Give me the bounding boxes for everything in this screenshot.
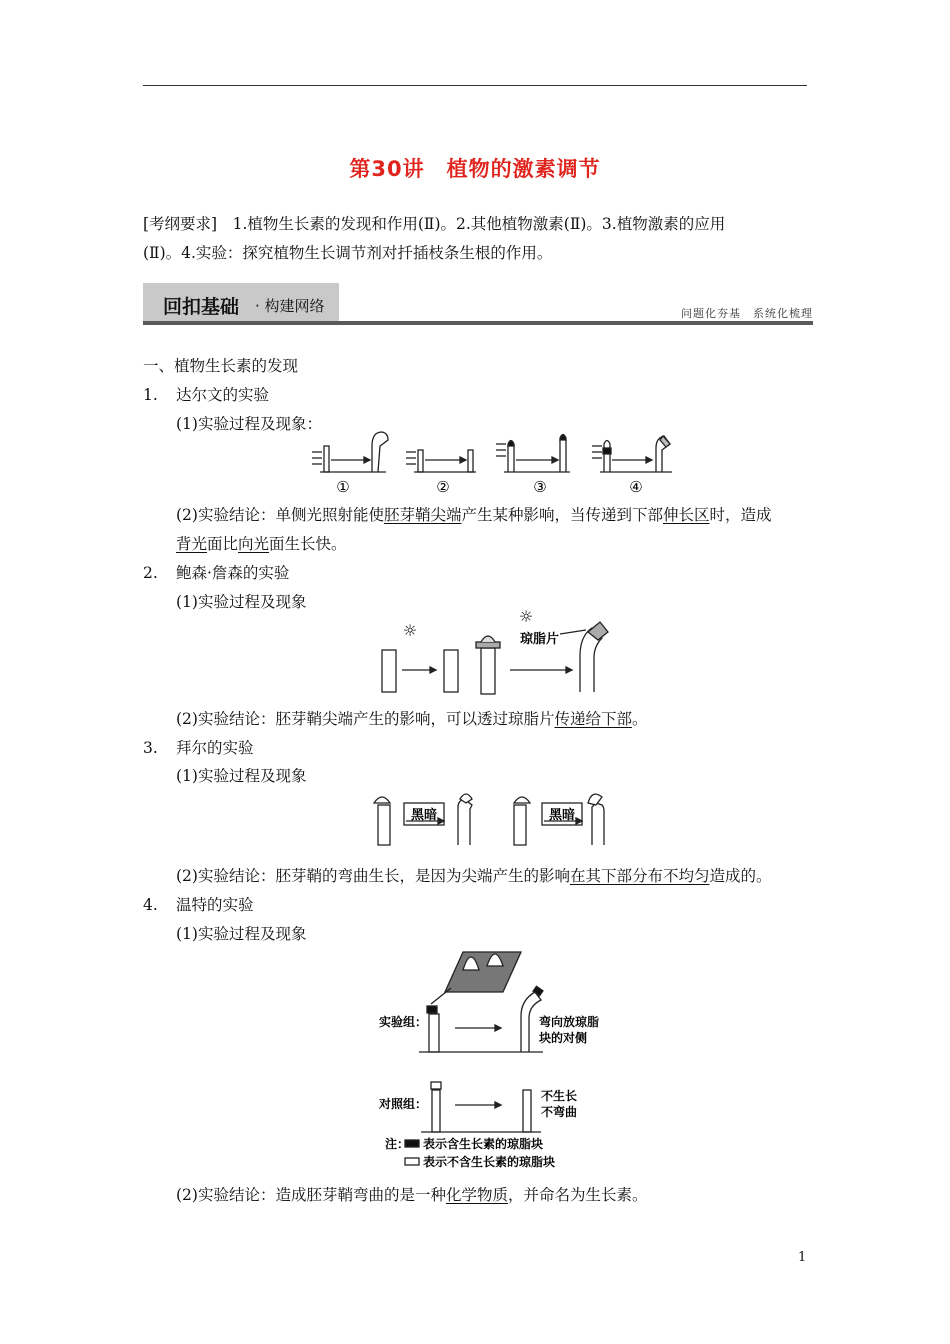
answer-underline: 胚芽鞘尖端	[383, 506, 462, 524]
item-number: 3.	[143, 739, 158, 757]
figure-label-1: ①	[336, 478, 350, 496]
control-result: 不弯曲	[541, 1105, 578, 1119]
sun-icon: ☼	[518, 608, 534, 626]
agar-label: 琼脂片	[520, 632, 560, 647]
process-label: (1)实验过程及现象：	[176, 415, 322, 433]
experimental-result: 块的对侧	[539, 1031, 588, 1045]
syllabus-line-1: [考纲要求] 1.植物生长素的发现和作用(Ⅱ)。2.其他植物激素(Ⅱ)。3.植物激素的应用	[143, 215, 726, 233]
answer-underline: 化学物质	[445, 1186, 508, 1204]
legend-prefix: 注：	[385, 1137, 410, 1151]
item-heading: 达尔文的实验	[176, 386, 270, 404]
darkness-label: 黑暗	[548, 808, 576, 823]
process-label: (1)实验过程及现象	[176, 767, 307, 785]
item-heading: 鲍森·詹森的实验	[176, 564, 290, 582]
section-heading: 一、植物生长素的发现	[143, 357, 299, 375]
answer-underline: 伸长区	[663, 506, 710, 524]
conclusion-text: (2)实验结论：单侧光照射能使胚芽鞘尖端产生某种影响，当传递到下部伸长区时，造成	[176, 506, 772, 524]
answer-underline: 在其下部分布不均匀	[569, 867, 710, 885]
page-number: 1	[798, 1250, 807, 1265]
answer-underline: 传递给下部	[554, 710, 632, 728]
syllabus-line-2: (Ⅱ)。4.实验：探究植物生长调节剂对扦插枝条生根的作用。	[143, 244, 553, 262]
item-number: 4.	[143, 896, 158, 914]
section-banner	[143, 283, 813, 326]
banner-rule	[143, 321, 813, 325]
conclusion-text: (2)实验结论：胚芽鞘尖端产生的影响，可以透过琼脂片传递给下部。	[176, 710, 648, 728]
conclusion-text: (2)实验结论：胚芽鞘的弯曲生长，是因为尖端产生的影响在其下部分布不均匀造成的。	[176, 867, 772, 885]
went-diagram	[375, 940, 625, 1175]
page-title: 第30讲 植物的激素调节	[349, 157, 601, 181]
process-label: (1)实验过程及现象	[176, 593, 307, 611]
banner-title: 回扣基础	[163, 296, 240, 318]
darwin-diagram	[300, 430, 680, 498]
item-heading: 拜尔的实验	[176, 739, 254, 757]
legend-plain-block: 表示不含生长素的琼脂块	[423, 1155, 556, 1169]
figure-label-3: ③	[533, 478, 547, 496]
process-label: (1)实验过程及现象	[176, 925, 307, 943]
banner-tagline: 问题化夯基 系统化梳理	[681, 307, 813, 320]
experimental-group-label: 实验组：	[379, 1015, 428, 1029]
control-result: 不生长	[541, 1089, 578, 1103]
conclusion-text: 背光面比向光面生长快。	[176, 535, 347, 553]
sun-icon: ☼	[402, 621, 418, 640]
header-rule	[143, 85, 807, 86]
darkness-label: 黑暗	[410, 808, 438, 823]
paal-diagram	[360, 785, 620, 851]
item-number: 1.	[143, 386, 158, 404]
answer-underline: 背光	[176, 535, 208, 553]
item-number: 2.	[143, 564, 158, 582]
figure-label-2: ②	[436, 478, 450, 496]
conclusion-text: (2)实验结论：造成胚芽鞘弯曲的是一种化学物质，并命名为生长素。	[176, 1186, 648, 1204]
control-group-label: 对照组：	[379, 1097, 428, 1111]
experimental-result: 弯向放琼脂	[539, 1015, 600, 1029]
banner-subtitle: · 构建网络	[255, 297, 325, 315]
boysen-diagram	[370, 608, 630, 700]
legend-auxin-block: 表示含生长素的琼脂块	[423, 1137, 544, 1151]
item-heading: 温特的实验	[176, 896, 254, 914]
answer-underline: 向光	[238, 535, 270, 553]
figure-label-4: ④	[629, 478, 643, 496]
